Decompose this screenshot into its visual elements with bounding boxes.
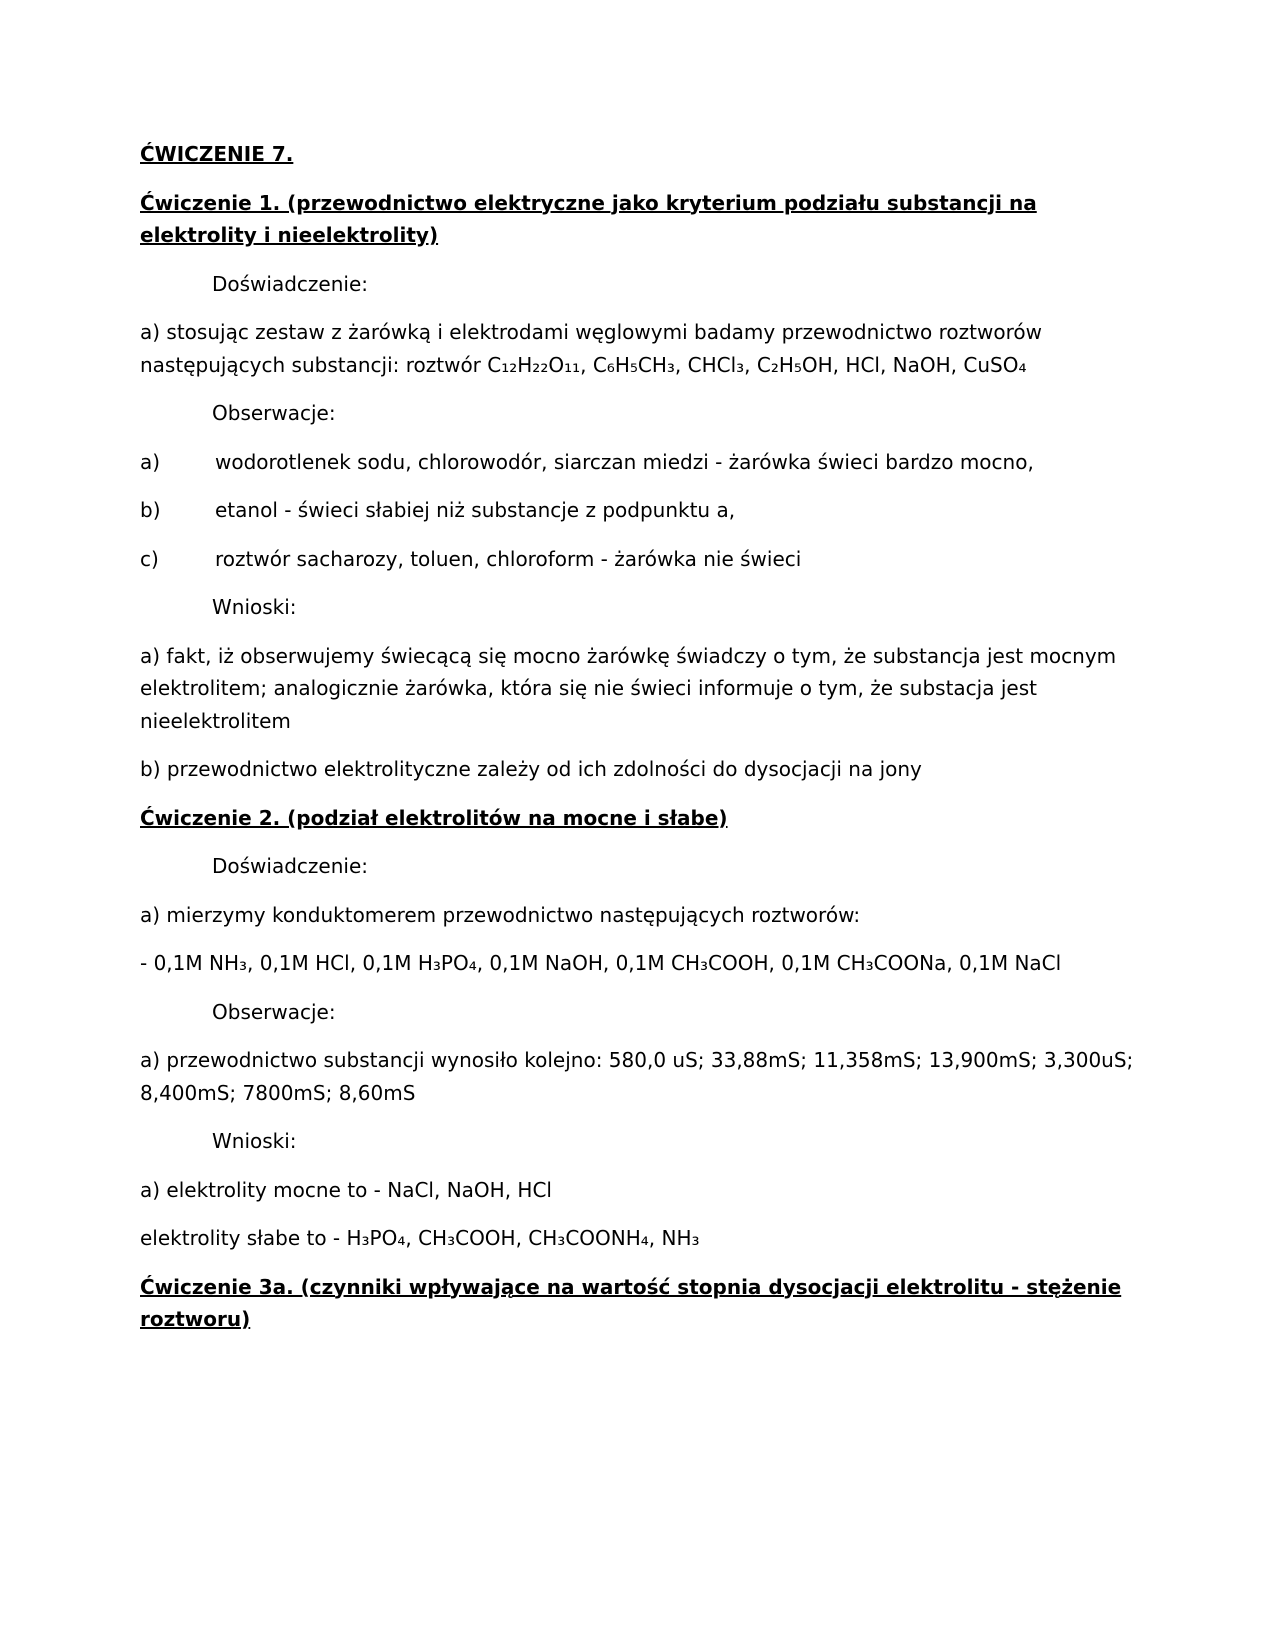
list-marker-c: c) [140, 546, 159, 571]
observations-label-2: Obserwacje: [212, 999, 336, 1024]
conclusions-label-1: Wnioski: [212, 595, 297, 619]
experiment-label-1: Doświadczenie: [212, 271, 368, 296]
exercise-2-heading: Ćwiczenie 2. (podział elektrolitów na mocne i słabe) [140, 805, 728, 830]
list-text-c: roztwór sacharozy, toluen, chloroform - żarówka nie świeci [215, 546, 802, 571]
experiment-label-2: Doświadczenie: [212, 854, 368, 878]
observations-label-1: Obserwacje: [212, 401, 336, 425]
conclusions-label-2: Wnioski: [212, 1129, 297, 1153]
experiment-paragraph-2: a) mierzymy konduktomerem przewodnictwo następujących roztworów: [140, 902, 861, 927]
list-text-a: wodorotlenek sodu, chlorowodór, siarczan miedzi - żarówka świeci bardzo mocno, [215, 449, 1034, 474]
weak-electrolytes-paragraph: elektrolity słabe to - H₃PO₄, CH₃COOH, CH₃COONH₄, NH₃ [140, 1226, 700, 1250]
exercise-3a-heading: Ćwiczenie 3a. (czynniki wpływające na wartość stopnia dysocjacji elektrolitu - stężenie roztworu) [140, 1274, 1122, 1331]
main-title: ĆWICZENIE 7. [140, 142, 294, 166]
strong-electrolytes-paragraph: a) elektrolity mocne to - NaCl, NaOH, HCl [140, 1177, 552, 1202]
list-marker-a: a) [140, 449, 161, 474]
observation-item-a [140, 446, 1140, 479]
list-marker-b: b) [140, 498, 161, 522]
solutions-list-paragraph: - 0,1M NH₃, 0,1M HCl, 0,1M H₃PO₄, 0,1M NaOH, 0,1M CH₃COOH, 0,1M CH₃COONa, 0,1M NaCl [140, 951, 1062, 975]
observation-item-c [140, 543, 1140, 576]
observation-item-b [140, 494, 1140, 527]
experiment-paragraph-1: a) stosując zestaw z żarówką i elektrodami węglowymi badamy przewodnictwo roztworów następujących substancji: roztwór C₁₂H₂₂O₁₁, C₆H₅CH₃, CHCl₃, C₂H₅OH, HCl, NaOH, CuSO₄ [140, 320, 1042, 377]
exercise-1-heading: Ćwiczenie 1. (przewodnictwo elektryczne jako kryterium podziału substancji na elektrolity i nieelektrolity) [140, 190, 1037, 247]
conclusion-paragraph-1b: b) przewodnictwo elektrolityczne zależy od ich zdolności do dysocjacji na jony [140, 757, 922, 781]
conclusion-paragraph-1a: a) fakt, iż obserwujemy świecącą się mocno żarówkę świadczy o tym, że substancja jest mocnym elektrolitem; analogicznie żarówka, która się nie świeci informuje o tym, że substacja jest nieelektrolitem [140, 643, 1117, 733]
conductivity-results-paragraph: a) przewodnictwo substancji wynosiło kolejno: 580,0 uS; 33,88mS; 11,358mS; 13,900mS; 3,300uS; 8,400mS; 7800mS; 8,60mS [140, 1048, 1134, 1105]
list-text-b: etanol - świeci słabiej niż substancje z podpunktu a, [215, 498, 736, 522]
